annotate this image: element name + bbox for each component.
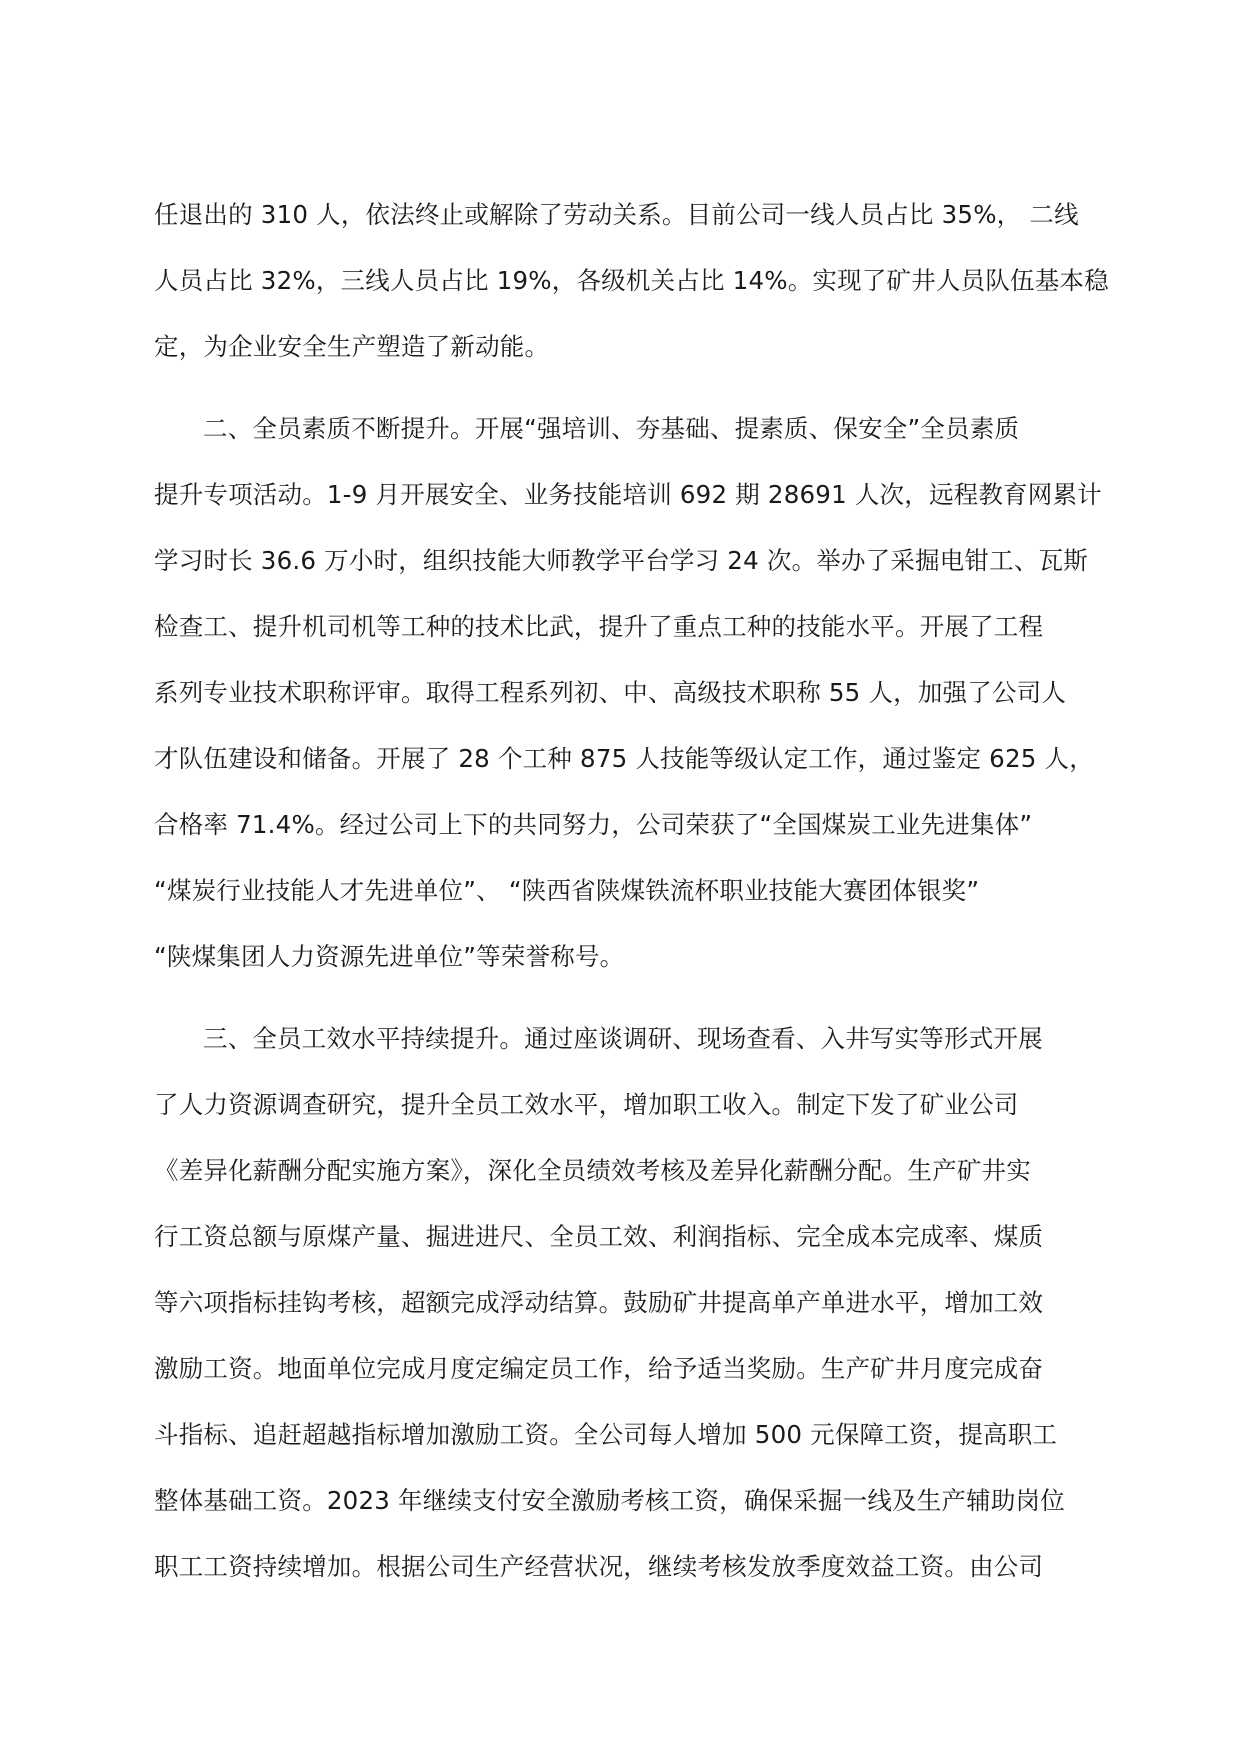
text-line: 定，为企业安全生产塑造了新动能。	[154, 332, 550, 361]
text-line: 才队伍建设和储备。开展了 28 个工种 875 人技能等级认定工作，通过鉴定 625 人，	[154, 744, 1094, 773]
text-line: “煤炭行业技能人才先进单位”、 “陕西省陕煤铁流杯职业技能大赛团体银奖”	[154, 876, 980, 905]
text-line: 任退出的 310 人，依法终止或解除了劳动关系。目前公司一线人员占比 35%， 二线	[154, 200, 1079, 229]
paragraph-spacer	[154, 380, 1084, 396]
text-line: 《差异化薪酬分配实施方案》，深化全员绩效考核及差异化薪酬分配。生产矿井实	[154, 1156, 1031, 1185]
text-line: 等六项指标挂钩考核，超额完成浮动结算。鼓励矿井提高单产单进水平，增加工效	[154, 1288, 1044, 1317]
text-line: 了人力资源调查研究，提升全员工效水平，增加职工收入。制定下发了矿业公司	[154, 1090, 1019, 1119]
paragraph-staff-quality	[154, 396, 1102, 990]
text-line: 二、全员素质不断提升。开展“强培训、夯基础、提素质、保安全”全员素质	[203, 414, 1020, 443]
text-line: 激励工资。地面单位完成月度定编定员工作，给予适当奖励。生产矿井月度完成奋	[154, 1354, 1044, 1383]
paragraph-spacer	[154, 990, 1084, 1006]
text-line: 提升专项活动。1-9 月开展安全、业务技能培训 692 期 28691 人次，远程教育网累计	[154, 480, 1102, 509]
text-line: “陕煤集团人力资源先进单位”等荣誉称号。	[154, 942, 625, 971]
text-line: 人员占比 32%，三线人员占比 19%，各级机关占比 14%。实现了矿井人员队伍基本稳	[154, 266, 1109, 295]
text-line: 整体基础工资。2023 年继续支付安全激励考核工资，确保采掘一线及生产辅助岗位	[154, 1486, 1065, 1515]
paragraph-work-efficiency	[154, 1006, 1084, 1600]
text-line: 学习时长 36.6 万小时，组织技能大师教学平台学习 24 次。举办了采掘电钳工、瓦斯	[154, 546, 1088, 575]
text-line: 斗指标、追赶超越指标增加激励工资。全公司每人增加 500 元保障工资，提高职工	[154, 1420, 1058, 1449]
text-line: 职工工资持续增加。根据公司生产经营状况，继续考核发放季度效益工资。由公司	[154, 1552, 1044, 1581]
text-line: 三、全员工效水平持续提升。通过座谈调研、现场查看、入井写实等形式开展	[203, 1024, 1043, 1053]
body-text	[154, 182, 1109, 1600]
text-line: 系列专业技术职称评审。取得工程系列初、中、高级技术职称 55 人，加强了公司人	[154, 678, 1067, 707]
text-line: 行工资总额与原煤产量、掘进进尺、全员工效、利润指标、完全成本完成率、煤质	[154, 1222, 1044, 1251]
text-line: 合格率 71.4%。经过公司上下的共同努力，公司荣获了“全国煤炭工业先进集体”	[154, 810, 1033, 839]
paragraph-workforce-structure	[154, 182, 1109, 380]
text-line: 检查工、提升机司机等工种的技术比武，提升了重点工种的技能水平。开展了工程	[154, 612, 1044, 641]
